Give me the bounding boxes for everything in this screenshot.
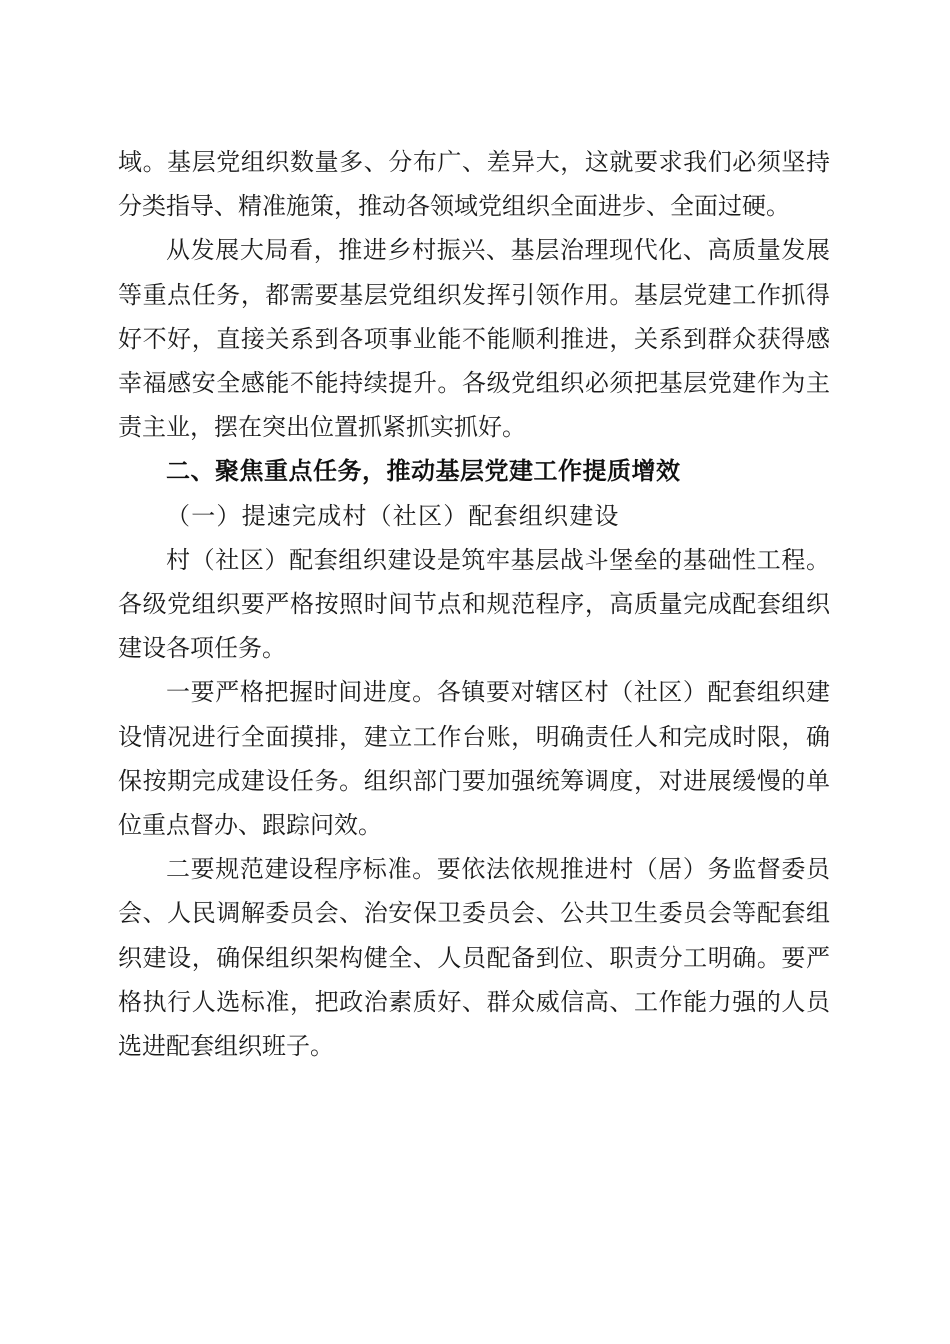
- paragraph-procedure-standards: 二要规范建设程序标准。要依法依规推进村（居）务监督委员会、人民调解委员会、治安保卫委员会、公共卫生委员会等配套组织建设，确保组织架构健全、人员配备到位、职责分工明确。要严格执行人选标准，把政治素质好、群众威信高、工作能力强的人员选进配套组织班子。: [118, 855, 830, 1061]
- paragraph-supporting-organizations: 村（社区）配套组织建设是筑牢基层战斗堡垒的基础性工程。各级党组织要严格按照时间节点和规范程序，高质量完成配套组织建设各项任务。: [118, 545, 830, 663]
- paragraph-continued: 域。基层党组织数量多、分布广、差异大，这就要求我们必须坚持分类指导、精准施策，推动各领域党组织全面进步、全面过硬。: [118, 148, 830, 221]
- section-heading: 二、聚焦重点任务，推动基层党建工作提质增效: [166, 457, 681, 486]
- document-body: [118, 140, 830, 1068]
- paragraph-development-overview: 从发展大局看，推进乡村振兴、基层治理现代化、高质量发展等重点任务，都需要基层党组织发挥引领作用。基层党建工作抓得好不好，直接关系到各项事业能不能顺利推进，关系到群众获得感幸福感安全感能不能持续提升。各级党组织必须把基层党建作为主责主业，摆在突出位置抓紧抓实抓好。: [118, 236, 830, 442]
- subsection-heading: （一）提速完成村（社区）配套组织建设: [166, 501, 620, 530]
- paragraph-time-progress: 一要严格把握时间进度。各镇要对辖区村（社区）配套组织建设情况进行全面摸排，建立工作台账，明确责任人和完成时限，确保按期完成建设任务。组织部门要加强统筹调度，对进展缓慢的单位重点督办、跟踪问效。: [118, 678, 830, 840]
